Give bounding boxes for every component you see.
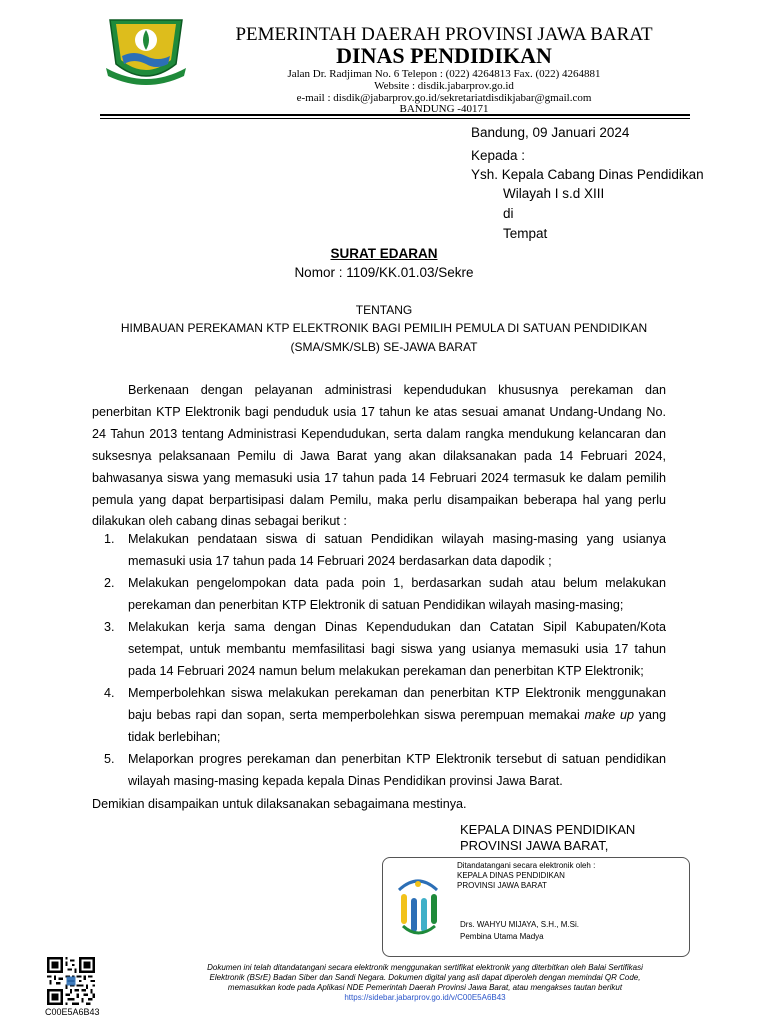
signer-office: KEPALA DINAS PENDIDIKAN [457,871,565,880]
recipient-line: Ysh. Kepala Cabang Dinas Pendidikan [471,167,704,182]
list-item-text: Melakukan pendataan siswa di satuan Pendidikan wilayah masing-masing yang usianya memasuki usia 17 tahun pada 14 Februari 2024 berdasarkan data dapodik ; [128,532,666,568]
instruction-list [92,528,666,792]
signer-office: PROVINSI JAWA BARAT [457,881,547,890]
list-item-text: Melaporkan progres perekaman dan penerbitan KTP Elektronik tersebut di satuan pendidikan wilayah masing-masing kepada kepala Dinas Pendidikan provinsi Jawa Barat. [128,752,666,788]
agency-website: Website : disdik.jabarprov.go.id [374,80,514,92]
bsre-signature-icon [395,868,441,940]
footer-line: Elektronik (BSrE) Badan Siber dan Sandi Negara. Dokumen digital yang asli dapat diperoleh dengan memindai QR Code, [209,973,641,982]
list-item [92,748,666,792]
signatory-position: PROVINSI JAWA BARAT, [460,838,609,853]
agency-city: BANDUNG -40171 [399,103,489,115]
closing-sentence: Demikian disampaikan untuk dilaksanakan sebagaimana mestinya. [92,797,467,811]
letter-date: Bandung, 09 Januari 2024 [471,125,630,140]
signatory-position: KEPALA DINAS PENDIDIKAN [460,822,636,837]
document-code: C00E5A6B43 [45,1007,100,1017]
list-item [92,528,666,572]
subject-line: HIMBAUAN PEREKAMAN KTP ELEKTRONIK BAGI PEMILIH PEMULA DI SATUAN PENDIDIKAN [120,321,648,335]
recipient-line: di [503,206,514,221]
agency-email: e-mail : disdik@jabarprov.go.id/sekretariatdisdikjabar@gmail.com [296,92,592,104]
document-number: Nomor : 1109/KK.01.03/Sekre [294,265,474,280]
subject-label: TENTANG [355,303,413,317]
agency-address: Jalan Dr. Radjiman No. 6 Telepon : (022) 4264813 Fax. (022) 4264881 [287,68,601,80]
list-item-number: 4. [104,686,115,700]
list-item-text: Memperbolehkan siswa melakukan perekaman dan penerbitan KTP Elektronik menggunakan baju bebas rapi dan sopan, serta memperbolehkan siswa perempuan memakai [128,686,666,722]
footer-line: Dokumen ini telah ditandatangani secara elektronik menggunakan sertifikat elektronik yang diterbitkan oleh Balai Sertifikasi [207,963,643,972]
list-item-number: 2. [104,576,115,590]
qr-code-icon [47,957,95,1005]
signed-by-label: Ditandatangani secara elektronik oleh : [457,861,596,870]
list-item-number: 3. [104,620,115,634]
list-item-text: Melakukan pengelompokan data pada poin 1, berdasarkan sudah atau belum melakukan perekaman dan penerbitan KTP Elektronik di satuan Pendidikan wilayah masing-masing; [128,576,666,612]
list-item-emphasis: make up [584,708,634,722]
list-item-number: 5. [104,752,115,766]
letterhead-rule-thin [100,118,690,119]
recipient-line: Wilayah I s.d XIII [503,186,605,201]
list-item-number: 1. [104,532,115,546]
subject-line: (SMA/SMK/SLB) SE-JAWA BARAT [290,340,478,354]
recipient-line: Tempat [503,226,548,241]
footer-line: memasukkan kode pada Aplikasi NDE Pemerintah Daerah Provinsi Jawa Barat, atau mengakses tautan berikut [227,983,623,992]
intro-paragraph: Berkenaan dengan pelayanan administrasi kependudukan khususnya perekaman dan penerbitan KTP Elektronik bagi penduduk usia 17 tahun ke atas sesuai amanat Undang-Undang No. 24 Tahun 2013 tentang Administrasi Kependudukan, serta dalam rangka mendukung kelancaran dan suksesnya pelaksanaan Pemilu di Jawa Barat yang akan dilaksanakan pada 14 Februari 2024, bahwasanya siswa yang memasuki usia 17 tahun pada 14 Februari 2024 termasuk ke dalam pemilih pemula yang dapat berpartisipasi dalam Pemilu, maka perlu disampaikan beberapa hal yang perlu dilakukan oleh cabang dinas sebagai berikut : [92,383,666,529]
list-item [92,682,666,748]
recipient-label: Kepada : [471,148,526,163]
signer-rank: Pembina Utama Madya [460,932,544,941]
signer-name: Drs. WAHYU MIJAYA, S.H., M.Si. [460,920,579,929]
agency-name: DINAS PENDIDIKAN [336,43,552,68]
list-item-text: yang tidak berlebihan; [128,708,666,744]
list-item [92,572,666,616]
government-name: PEMERINTAH DAERAH PROVINSI JAWA BARAT [235,24,653,45]
letterhead-rule [100,114,690,116]
document-title: SURAT EDARAN [330,246,438,261]
verification-link[interactable]: https://sidebar.jabarprov.go.id/v/C00E5A6B43 [344,993,506,1002]
list-item [92,616,666,682]
list-item-text: Melakukan kerja sama dengan Dinas Kependudukan dan Catatan Sipil Kabupaten/Kota setempat, untuk membantu memfasilitasi bagi siswa yang usianya memasuki usia 17 tahun pada 14 Februari 2024 namun belum melakukan perekaman dan penerbitan KTP Elektronik; [128,620,666,678]
